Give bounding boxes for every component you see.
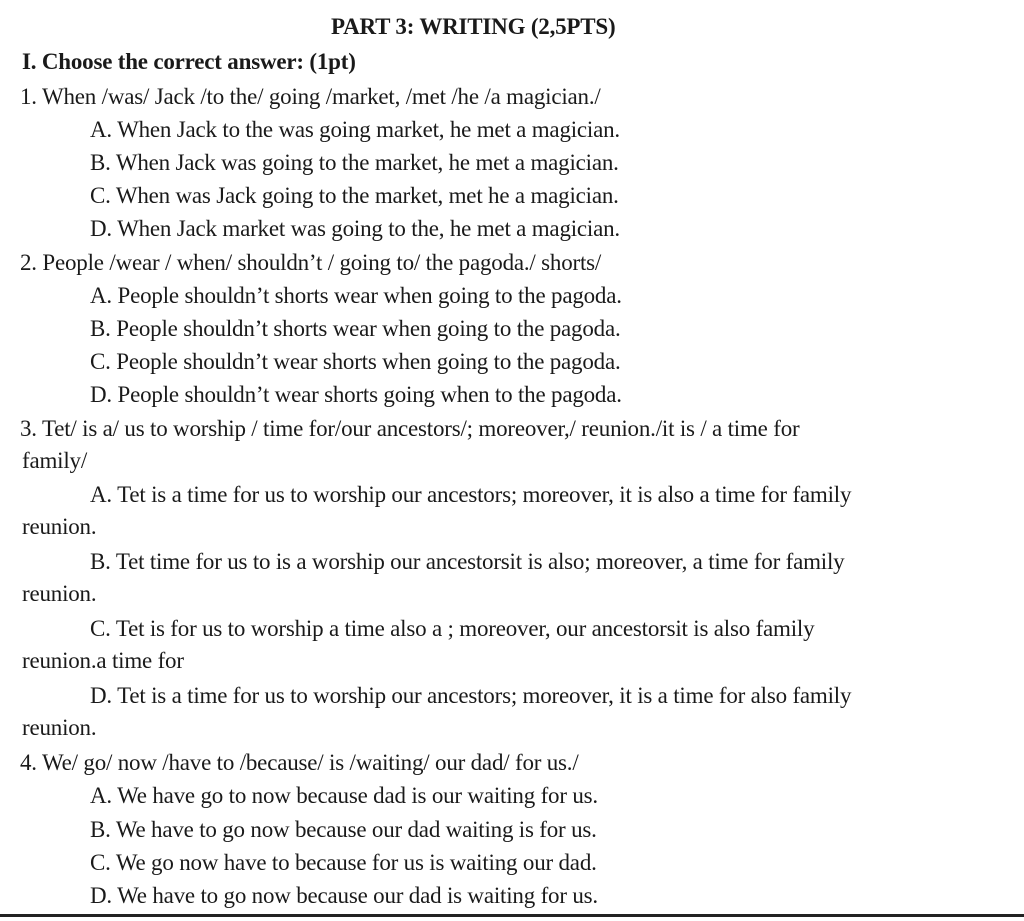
- question-1-option-b: B. When Jack was going to the market, he met a magician.: [90, 150, 619, 175]
- bottom-divider: [0, 914, 1024, 917]
- question-3-option-c: C. Tet is for us to worship a time also a ; moreover, our ancestorsit is also family: [90, 616, 815, 641]
- question-3-prompt: 3. Tet/ is a/ us to worship / time for/our ancestors/; moreover,/ reunion./it is / a time for: [20, 416, 800, 441]
- page-title: PART 3: WRITING (2,5PTS): [331, 14, 616, 39]
- question-3-option-d: D. Tet is a time for us to worship our ancestors; moreover, it is a time for also family: [90, 683, 852, 708]
- question-2-option-d: D. People shouldn’t wear shorts going when to the pagoda.: [90, 382, 622, 407]
- section-heading: I. Choose the correct answer: (1pt): [22, 49, 356, 74]
- question-3-option-c-continued: reunion.a time for: [22, 648, 184, 673]
- question-4-option-c: C. We go now have to because for us is waiting our dad.: [90, 850, 597, 875]
- question-1-option-d: D. When Jack market was going to the, he met a magician.: [90, 216, 620, 241]
- question-3-prompt-continued: family/: [22, 448, 88, 473]
- question-1-option-c: C. When was Jack going to the market, met he a magician.: [90, 183, 619, 208]
- question-3-option-a: A. Tet is a time for us to worship our ancestors; moreover, it is also a time for family: [90, 482, 852, 507]
- question-2-prompt: 2. People /wear / when/ shouldn’t / going to/ the pagoda./ shorts/: [20, 250, 602, 275]
- question-2-option-c: C. People shouldn’t wear shorts when going to the pagoda.: [90, 349, 621, 374]
- question-2-option-b: B. People shouldn’t shorts wear when going to the pagoda.: [90, 316, 621, 341]
- question-3-option-d-continued: reunion.: [22, 715, 97, 740]
- question-1-prompt: 1. When /was/ Jack /to the/ going /market, /met /he /a magician./: [20, 84, 601, 109]
- question-4-option-d: D. We have to go now because our dad is waiting for us.: [90, 883, 598, 908]
- question-4-option-b: B. We have to go now because our dad waiting is for us.: [90, 817, 597, 842]
- question-1-option-a: A. When Jack to the was going market, he met a magician.: [90, 117, 620, 142]
- question-3-option-b: B. Tet time for us to is a worship our ancestorsit is also; moreover, a time for family: [90, 549, 845, 574]
- question-4-option-a: A. We have go to now because dad is our waiting for us.: [90, 783, 598, 808]
- question-3-option-b-continued: reunion.: [22, 581, 97, 606]
- question-3-option-a-continued: reunion.: [22, 514, 97, 539]
- question-4-prompt: 4. We/ go/ now /have to /because/ is /waiting/ our dad/ for us./: [20, 750, 579, 775]
- question-2-option-a: A. People shouldn’t shorts wear when going to the pagoda.: [90, 283, 622, 308]
